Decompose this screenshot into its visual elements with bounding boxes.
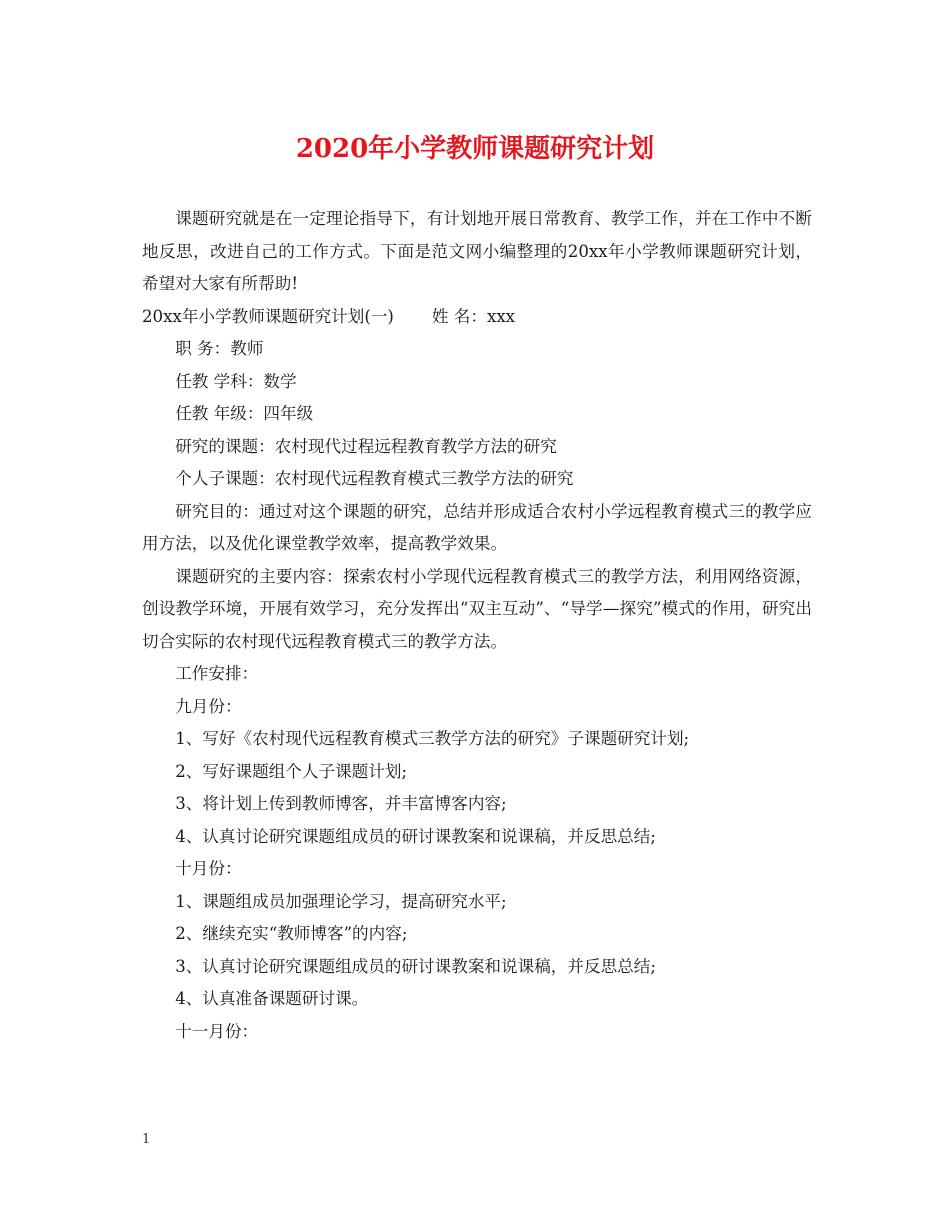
list-item: 3、认真讨论研究课题组成员的研讨课教案和说课稿，并反思总结; (175, 956, 656, 976)
list-item: 2、写好课题组个人子课题计划; (175, 761, 408, 781)
sub-topic-line: 个人子课题：农村现代远程教育模式三教学方法的研究 (175, 469, 574, 488)
document-body (142, 203, 812, 1048)
research-topic-line: 研究的课题：农村现代过程远程教育教学方法的研究 (175, 436, 557, 456)
intro-paragraph: 课题研究就是在一定理论指导下，有计划地开展日常教育、教学工作，并在工作中不断地反思，改进自己的工作方式。下面是范文网小编整理的20xx年小学教师课题研究计划，希望对大家有所帮助! (142, 209, 812, 293)
october-heading: 十月份： (175, 859, 242, 878)
plan-heading-line (142, 301, 812, 334)
work-arrangement-heading: 工作安排： (175, 664, 259, 683)
subject-line: 任教 学科：数学 (175, 371, 297, 391)
grade-line: 任教 年级：四年级 (175, 404, 314, 423)
research-content-paragraph: 课题研究的主要内容：探索农村小学现代远程教育模式三的教学方法，利用网络资源，创设教学环境，开展有效学习，充分发挥出“双主互动”、“导学—探究”模式的作用，研究出切合实际的农村现代远程教育模式三的教学方法。 (142, 566, 812, 651)
plan-title: 20xx年小学教师课题研究计划(一) (142, 306, 394, 326)
position-line: 职 务：教师 (175, 339, 264, 358)
page-number: 1 (142, 1132, 151, 1147)
list-item: 2、继续充实“教师博客”的内容; (175, 924, 408, 943)
list-item: 1、写好《农村现代远程教育模式三教学方法的研究》子课题研究计划; (175, 729, 690, 748)
september-heading: 九月份： (175, 696, 242, 716)
research-purpose-paragraph: 研究目的：通过对这个课题的研究，总结并形成适合农村小学远程教育模式三的教学应用方法，以及优化课堂教学效率，提高教学效果。 (142, 501, 812, 553)
name-label: 姓 名：xxx (431, 306, 516, 326)
document-title: 2020年小学教师课题研究计划 (295, 134, 655, 164)
list-item: 4、认真准备课题研讨课。 (175, 989, 369, 1008)
list-item: 4、认真讨论研究课题组成员的研讨课教案和说课稿，并反思总结; (175, 826, 656, 846)
november-heading: 十一月份： (175, 1021, 259, 1041)
list-item: 1、课题组成员加强理论学习，提高研究水平; (175, 891, 507, 911)
list-item: 3、将计划上传到教师博客，并丰富博客内容; (175, 794, 507, 813)
